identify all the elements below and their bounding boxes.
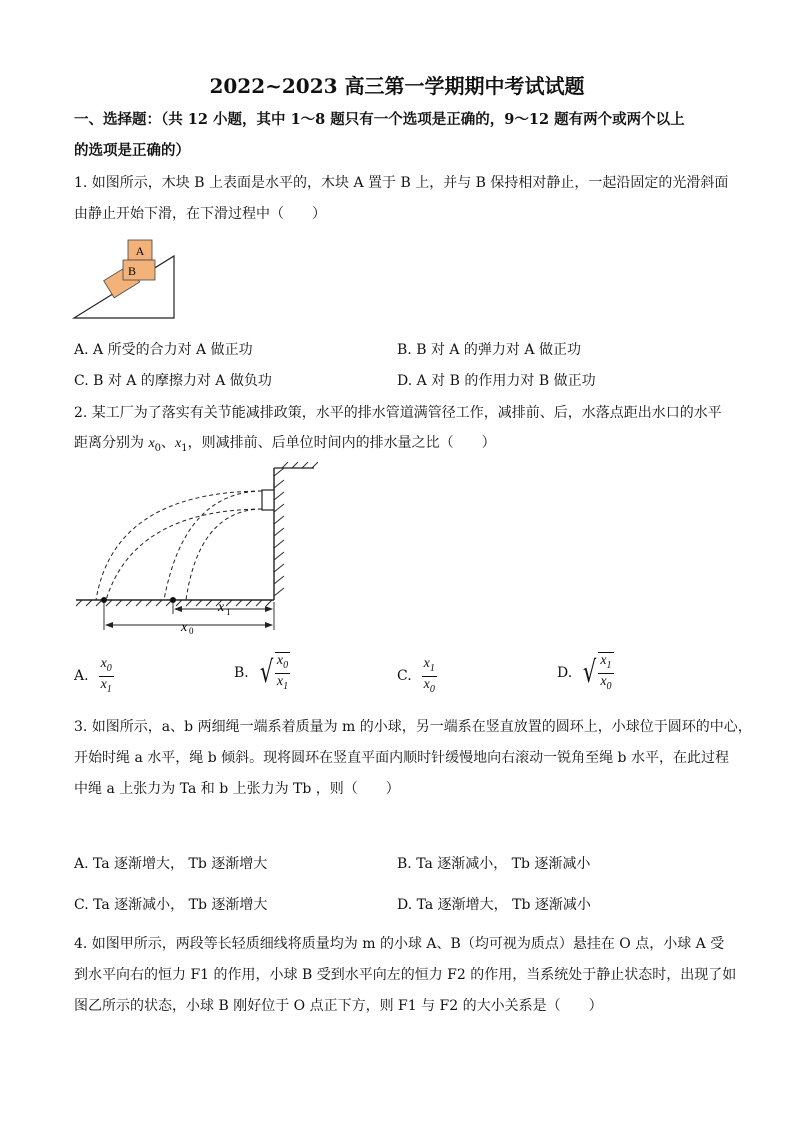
q4-text-line2: 到水平向右的恒力 F1 的作用，小球 B 受到水平向左的恒力 F2 的作用，当系统处于静止状态时，出现了如 xyxy=(74,967,737,983)
q1-option-b: B. B 对 A 的弹力对 A 做正功 xyxy=(397,342,581,358)
q2-option-b: B. √ $\frac{x_0}{x_1}$ xyxy=(234,653,289,692)
page-title: 2022~2023 高三第一学期期中考试试题 xyxy=(209,74,585,98)
label-x0: x xyxy=(181,620,188,634)
svg-text:1: 1 xyxy=(226,607,231,617)
q3-text-line2: 开始时绳 a 水平，绳 b 倾斜。现将圆环在竖直平面内顺时针缓慢地向右滚动一锐角至绳 b 水平，在此过程 xyxy=(74,750,729,766)
q1-text-line1: 1. 如图所示，木块 B 上表面是水平的，木块 A 置于 B 上，并与 B 保持相对静止，一起沿固定的光滑斜面 xyxy=(74,175,729,191)
q2-option-a: A. $\frac{x_0}{x_1}$ xyxy=(74,656,112,695)
q3-option-b: B. Ta 逐渐减小， Tb 逐渐减小 xyxy=(397,856,591,872)
q3-option-a: A. Ta 逐渐增大， Tb 逐渐增大 xyxy=(74,856,268,872)
section-heading-line2: 的选项是正确的） xyxy=(74,142,190,159)
svg-text:0: 0 xyxy=(189,626,194,634)
block-b-label: B xyxy=(127,264,137,278)
q3-text-line1: 3. 如图所示，a、b 两细绳一端系着质量为 m 的小球，另一端系在竖直放置的圆环上，小球位于圆环的中心， xyxy=(74,719,752,735)
q1-text-line2: 由静止开始下滑，在下滑过程中（ ） xyxy=(74,206,326,222)
q3-text-line3: 中绳 a 上张力为 Ta 和 b 上张力为 Tb ，则（ ） xyxy=(74,781,400,797)
q2-drain-figure xyxy=(74,462,320,634)
section-heading-line1: 一、选择题：（共 12 小题，其中 1～8 题只有一个选项是正确的，9～12 题有两个或两个以上 xyxy=(74,111,685,128)
drain-pipe xyxy=(262,490,274,510)
q2-text-line2: 距离分别为 $x_0$、$x_1$，则减排前、后单位时间内的排水量之比（ ） xyxy=(74,435,496,454)
q4-text-line3: 图乙所示的状态，小球 B 刚好位于 O 点正下方，则 F1 与 F2 的大小关系是（ ） xyxy=(74,998,603,1014)
q4-text-line1: 4. 如图甲所示，两段等长轻质细线将质量均为 m 的小球 A、B（均可视为质点）悬挂在 O 点，小球 A 受 xyxy=(74,936,725,952)
trajectory-inner-top xyxy=(164,491,262,600)
q1-option-d: D. A 对 B 的作用力对 B 做正功 xyxy=(397,373,596,389)
q3-option-c: C. Ta 逐渐减小， Tb 逐渐增大 xyxy=(74,897,268,913)
q3-option-d: D. Ta 逐渐增大， Tb 逐渐减小 xyxy=(397,897,591,913)
q2-option-d: D. √ $\frac{x_1}{x_0}$ xyxy=(557,653,612,692)
q1-option-c: C. B 对 A 的摩擦力对 A 做负功 xyxy=(74,373,272,389)
label-x1: x xyxy=(218,600,225,615)
block-a-label: A xyxy=(135,244,145,258)
q2-text-line1: 2. 某工厂为了落实有关节能减排政策，水平的排水管道满管径工作，减排前、后，水落点距出水口的水平 xyxy=(74,405,722,421)
trajectory-outer-bottom xyxy=(106,509,262,600)
q1-incline-figure xyxy=(70,236,180,322)
trajectory-outer-top xyxy=(96,491,262,600)
trajectory-inner-bottom xyxy=(186,509,262,600)
q1-option-a: A. A 所受的合力对 A 做正功 xyxy=(74,342,253,358)
q2-option-c: C. $\frac{x_1}{x_0}$ xyxy=(397,656,435,695)
